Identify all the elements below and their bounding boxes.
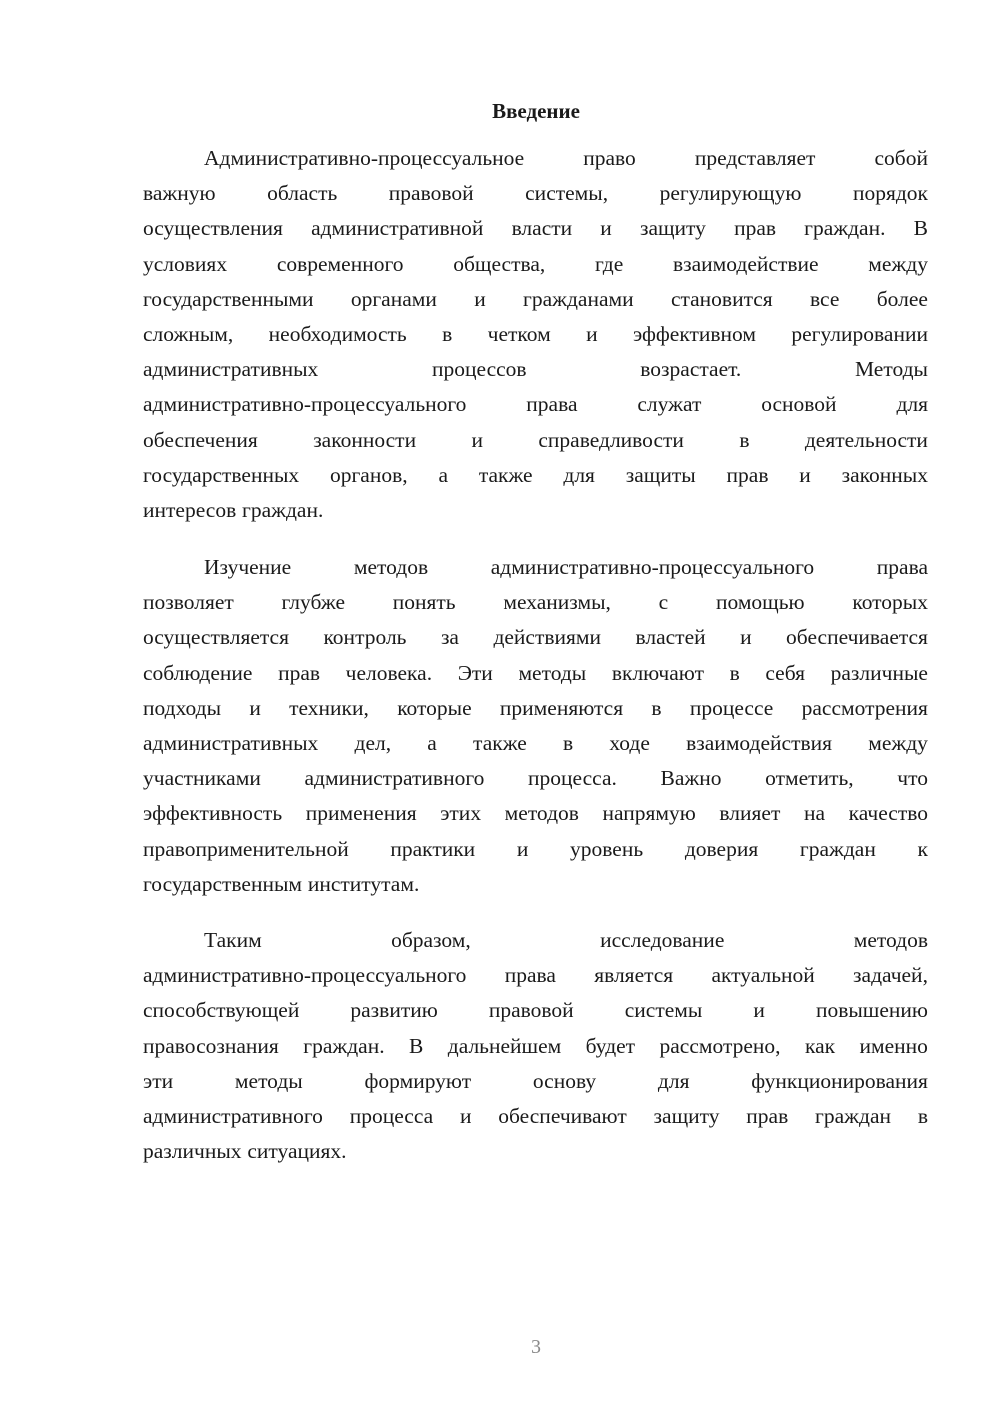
word: ходе — [609, 730, 650, 755]
word: повышению — [815, 998, 928, 1023]
word: системы, — [525, 181, 609, 206]
word: осуществления — [143, 216, 283, 241]
word: и — [459, 1103, 472, 1128]
word: и — [516, 836, 529, 861]
word: влияет — [719, 801, 781, 826]
word: обеспечения — [143, 427, 258, 452]
word: и — [474, 286, 486, 311]
word: обеспечивают — [498, 1103, 627, 1128]
word: в — [729, 660, 740, 685]
word: формируют — [364, 1068, 472, 1093]
word: обеспечивается — [786, 625, 928, 650]
text-line — [143, 1064, 928, 1099]
word: именно — [859, 1033, 928, 1058]
word: осуществляется — [143, 625, 289, 650]
word: и — [471, 427, 483, 452]
word: глубже — [281, 590, 345, 615]
word: функционирования — [751, 1068, 928, 1093]
word: административных — [143, 357, 319, 382]
word: государственных — [143, 462, 300, 487]
word: правосознания — [143, 1033, 279, 1058]
text-line — [143, 387, 928, 422]
paragraph-2 — [143, 550, 928, 902]
word: возрастает. — [640, 357, 742, 382]
text-line — [143, 352, 928, 387]
word: а — [427, 730, 437, 755]
word: Изучение — [204, 555, 292, 579]
word: власти — [511, 216, 573, 241]
word: позволяет — [143, 590, 234, 615]
word: является — [594, 963, 674, 988]
word: эти — [143, 1068, 174, 1093]
word: регулирующую — [659, 181, 802, 206]
word: механизмы, — [503, 590, 611, 615]
word: методы — [518, 660, 587, 685]
word: применения — [305, 801, 417, 826]
word: к — [917, 836, 928, 861]
word: для — [563, 462, 595, 487]
text-line — [143, 923, 928, 958]
word: соблюдение — [143, 660, 253, 685]
word: все — [810, 286, 840, 311]
word: процесса — [349, 1103, 434, 1128]
word: действиями — [493, 625, 602, 650]
word: защиту — [639, 216, 706, 241]
word: государственным — [143, 871, 303, 896]
word: этих — [440, 801, 482, 826]
page-title: Введение — [492, 99, 580, 123]
word: административно-процессуального — [143, 392, 467, 417]
word: властей — [635, 625, 706, 650]
word: основой — [761, 392, 837, 417]
word: рассмотрено, — [659, 1033, 781, 1058]
word: взаимодействия — [686, 730, 833, 755]
word: защиты — [625, 462, 696, 487]
word: для — [896, 392, 928, 417]
word: качество — [848, 801, 928, 826]
word: напрямую — [602, 801, 696, 826]
word: эффективном — [632, 321, 757, 346]
word: В — [913, 216, 928, 241]
text-line — [143, 211, 928, 246]
word: условиях — [143, 251, 228, 276]
word: прав — [746, 1103, 789, 1128]
word: также — [473, 730, 527, 755]
word: уровень — [570, 836, 644, 861]
text-line — [143, 620, 928, 655]
word: административного — [304, 766, 485, 791]
text-line — [143, 867, 928, 902]
word: общества, — [453, 251, 546, 276]
word: процессе — [689, 695, 774, 720]
word: дел, — [354, 730, 392, 755]
word: сложным, — [143, 321, 234, 346]
word: административно-процессуального — [143, 963, 467, 988]
text-line — [143, 176, 928, 211]
word: как — [804, 1033, 836, 1058]
word: служат — [637, 392, 702, 417]
word: важную — [143, 181, 216, 206]
word: помощью — [715, 590, 805, 615]
text-line — [143, 796, 928, 831]
word: развитию — [350, 998, 438, 1023]
word: процессов — [432, 357, 527, 382]
word: доверия — [684, 836, 759, 861]
word: которые — [397, 695, 472, 720]
text-line — [143, 550, 928, 585]
word: правовой — [388, 181, 474, 206]
word: Эти — [457, 660, 493, 685]
word: актуальной — [711, 963, 815, 988]
word: с — [658, 590, 669, 615]
text-line — [143, 423, 928, 458]
word: в — [442, 321, 453, 346]
word: которых — [852, 590, 928, 615]
word: применяются — [499, 695, 624, 720]
word: Методы — [854, 357, 928, 382]
text-line — [143, 1099, 928, 1134]
word: за — [440, 625, 459, 650]
word: понять — [392, 590, 456, 615]
word: прав — [726, 462, 769, 487]
word: а — [438, 462, 448, 487]
word: и — [249, 695, 261, 720]
word: между — [868, 730, 928, 755]
word: взаимодействие — [672, 251, 819, 276]
word: более — [876, 286, 928, 311]
word: в — [739, 427, 750, 452]
paragraph-1 — [143, 141, 928, 528]
word: граждан. — [303, 1033, 385, 1058]
word: подходы — [143, 695, 222, 720]
word: защиту — [653, 1103, 720, 1128]
word: ситуациях. — [247, 1139, 347, 1164]
word: справедливости — [538, 427, 684, 452]
page-number: 3 — [531, 1336, 541, 1358]
text-line — [143, 247, 928, 282]
word: дальнейшем — [447, 1033, 562, 1058]
word: органов, — [329, 462, 408, 487]
word: и — [753, 998, 765, 1023]
text-line — [143, 1029, 928, 1064]
word: и — [740, 625, 752, 650]
word: необходимость — [268, 321, 407, 346]
word: и — [799, 462, 811, 487]
text-line — [143, 1134, 928, 1169]
text-line — [143, 726, 928, 761]
word: Таким — [204, 928, 262, 952]
word: и — [600, 216, 612, 241]
word: различных — [143, 1139, 242, 1164]
word: в — [563, 730, 574, 755]
word: и — [586, 321, 598, 346]
word: участниками — [143, 766, 261, 791]
word: граждан — [815, 1103, 892, 1128]
word: системы — [624, 998, 703, 1023]
word: между — [868, 251, 928, 276]
word: методов — [504, 801, 579, 826]
word: эффективность — [143, 801, 283, 826]
word: законности — [313, 427, 417, 452]
word: граждан. — [804, 216, 886, 241]
word: будет — [585, 1033, 636, 1058]
word: исследование — [600, 928, 725, 952]
word: контроль — [323, 625, 407, 650]
word: прав — [734, 216, 777, 241]
word: Административно-процессуальное — [204, 146, 525, 170]
paragraph-3 — [143, 923, 928, 1169]
word: административного — [143, 1103, 323, 1128]
word: способствующей — [143, 998, 300, 1023]
word: задачей, — [853, 963, 928, 988]
word: интересов — [143, 497, 237, 522]
text-line — [143, 958, 928, 993]
word: государственными — [143, 286, 314, 311]
word: в — [651, 695, 662, 720]
word: рассмотрения — [801, 695, 928, 720]
word: регулировании — [791, 321, 928, 346]
word: для — [657, 1068, 690, 1093]
word: Важно — [660, 766, 722, 791]
text-line — [143, 493, 928, 528]
word: гражданами — [523, 286, 634, 311]
word: институтам. — [307, 871, 420, 896]
word: методы — [234, 1068, 303, 1093]
word: становится — [670, 286, 773, 311]
word: порядок — [852, 181, 928, 206]
word: включают — [611, 660, 704, 685]
word: четком — [487, 321, 551, 346]
word: деятельности — [804, 427, 928, 452]
word: область — [267, 181, 338, 206]
word: что — [897, 766, 928, 791]
word: человека. — [345, 660, 433, 685]
text-line — [143, 317, 928, 352]
text-line — [143, 656, 928, 691]
word: правоприменительной — [143, 836, 349, 861]
text-line — [143, 458, 928, 493]
word: В — [409, 1033, 424, 1058]
word: право — [583, 146, 636, 170]
word: органами — [350, 286, 437, 311]
word: собой — [874, 146, 928, 170]
word: административных — [143, 730, 319, 755]
text-line — [143, 832, 928, 867]
word: прав — [278, 660, 321, 685]
word: права — [504, 963, 556, 988]
text-line — [143, 761, 928, 796]
word: права — [526, 392, 578, 417]
text-line — [143, 993, 928, 1028]
text-line — [143, 282, 928, 317]
text-line — [143, 141, 928, 176]
word: современного — [276, 251, 404, 276]
word: где — [595, 251, 624, 276]
word: процесса. — [528, 766, 617, 791]
text-line — [143, 691, 928, 726]
word: техники, — [289, 695, 369, 720]
word: граждан — [799, 836, 876, 861]
word: в — [917, 1103, 928, 1128]
word: образом, — [391, 928, 471, 952]
text-line — [143, 585, 928, 620]
word: права — [876, 555, 928, 579]
word: правовой — [488, 998, 574, 1023]
word: законных — [841, 462, 928, 487]
word: административной — [311, 216, 484, 241]
word: себя — [765, 660, 806, 685]
word: отметить, — [765, 766, 854, 791]
word: также — [478, 462, 533, 487]
word: практики — [390, 836, 476, 861]
word: на — [803, 801, 826, 826]
word: методов — [853, 928, 928, 952]
word: основу — [532, 1068, 597, 1093]
word: представляет — [694, 146, 816, 170]
word: методов — [353, 555, 429, 579]
word: административно-процессуального — [490, 555, 815, 579]
word: граждан. — [242, 497, 324, 522]
word: различные — [830, 660, 928, 685]
